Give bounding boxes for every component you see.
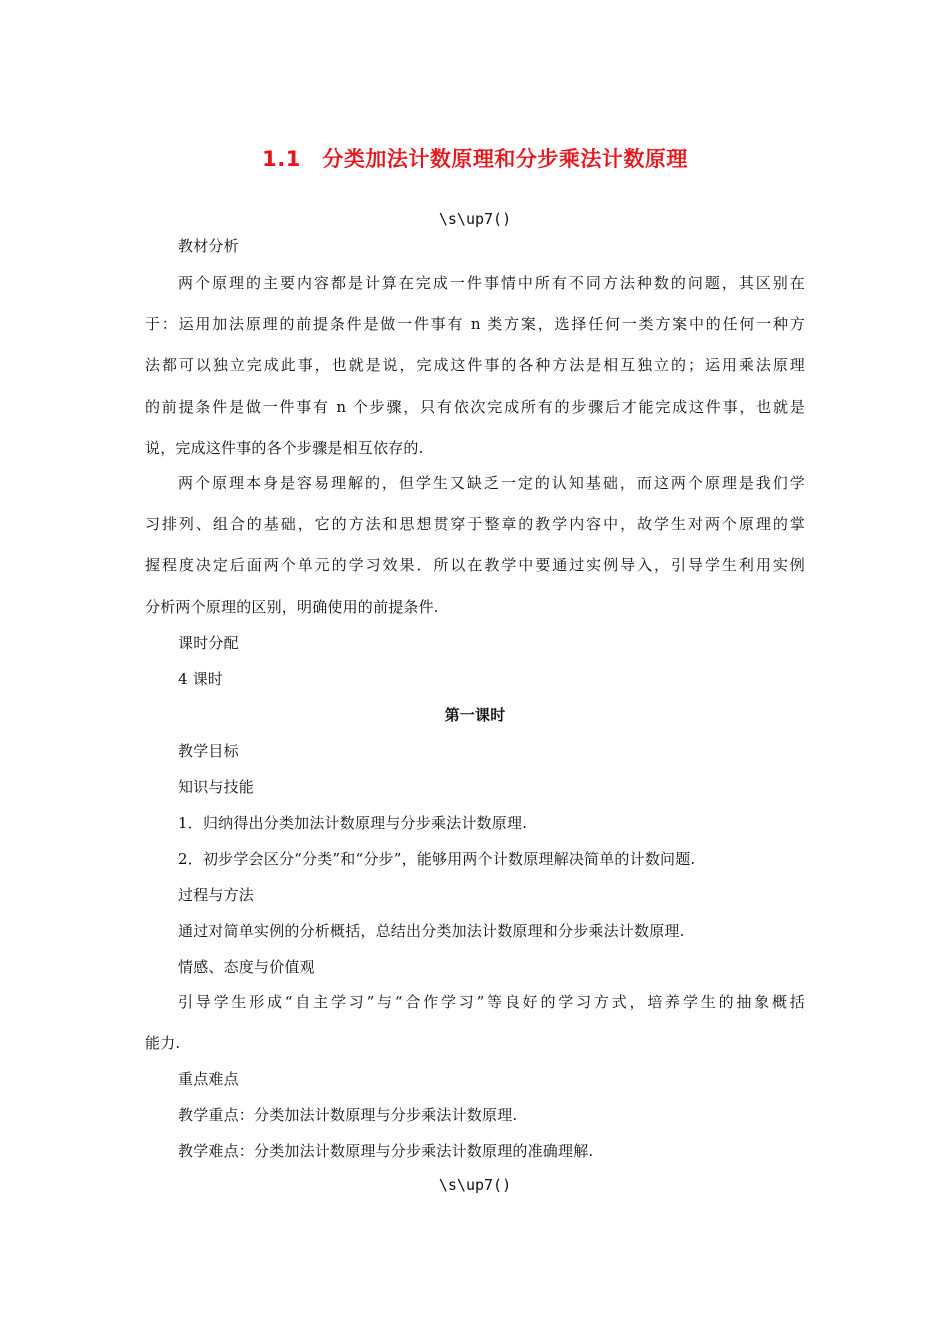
field-marker-top: \s\up7() bbox=[438, 210, 512, 228]
key-point: 教学重点：分类加法计数原理与分步乘法计数原理. bbox=[178, 1106, 518, 1124]
para2-line-2: 习排列、组合的基础，它的方法和思想贯穿于整章的教学内容中，故学生对两个原理的掌 bbox=[145, 515, 805, 533]
para2-line-1: 两个原理本身是容易理解的，但学生又缺乏一定的认知基础，而这两个原理是我们学 bbox=[178, 474, 805, 492]
para1-line-2: 于：运用加法原理的前提条件是做一件事有 n 类方案，选择任何一类方案中的任何一种方 bbox=[145, 315, 805, 333]
field-marker-bottom: \s\up7() bbox=[438, 1176, 512, 1194]
section-heading-goals: 教学目标 bbox=[178, 742, 239, 760]
goal-item-1: 1．归纳得出分类加法计数原理与分步乘法计数原理. bbox=[178, 814, 528, 832]
hours-value: 4 课时 bbox=[178, 670, 224, 688]
difficult-point: 教学难点：分类加法计数原理与分步乘法计数原理的准确理解. bbox=[178, 1142, 594, 1160]
para1-line-3: 法都可以独立完成此事，也就是说，完成这件事的各种方法是相互独立的；运用乘法原理 bbox=[145, 356, 805, 374]
section-heading-hours: 课时分配 bbox=[178, 634, 239, 652]
subheading-knowledge-skills: 知识与技能 bbox=[178, 778, 255, 796]
document-title: 1.1 分类加法计数原理和分步乘法计数原理 bbox=[262, 147, 688, 171]
subheading-emotion: 情感、态度与价值观 bbox=[178, 958, 315, 976]
process-text: 通过对简单实例的分析概括，总结出分类加法计数原理和分步乘法计数原理. bbox=[178, 922, 685, 940]
para1-line-1: 两个原理的主要内容都是计算在完成一件事情中所有不同方法种数的问题，其区别在 bbox=[178, 274, 805, 292]
para2-line-3: 握程度决定后面两个单元的学习效果．所以在教学中要通过实例导入，引导学生利用实例 bbox=[145, 556, 805, 574]
section-heading-key: 重点难点 bbox=[178, 1070, 239, 1088]
goal-item-2: 2．初步学会区分“分类”和“分步”，能够用两个计数原理解决简单的计数问题. bbox=[178, 850, 696, 868]
para1-line-4: 的前提条件是做一件事有 n 个步骤，只有依次完成所有的步骤后才能完成这件事，也就是 bbox=[145, 398, 805, 416]
section-heading-textbook: 教材分析 bbox=[178, 237, 239, 255]
subheading-process-method: 过程与方法 bbox=[178, 886, 255, 904]
emotion-text-line-1: 引导学生形成“自主学习”与“合作学习”等良好的学习方式，培养学生的抽象概括 bbox=[178, 993, 805, 1011]
para1-line-5: 说，完成这件事的各个步骤是相互依存的. bbox=[145, 439, 424, 457]
para2-line-4: 分析两个原理的区别，明确使用的前提条件. bbox=[145, 598, 439, 616]
lesson-heading: 第一课时 bbox=[444, 706, 506, 724]
emotion-text-line-2: 能力. bbox=[145, 1034, 181, 1052]
